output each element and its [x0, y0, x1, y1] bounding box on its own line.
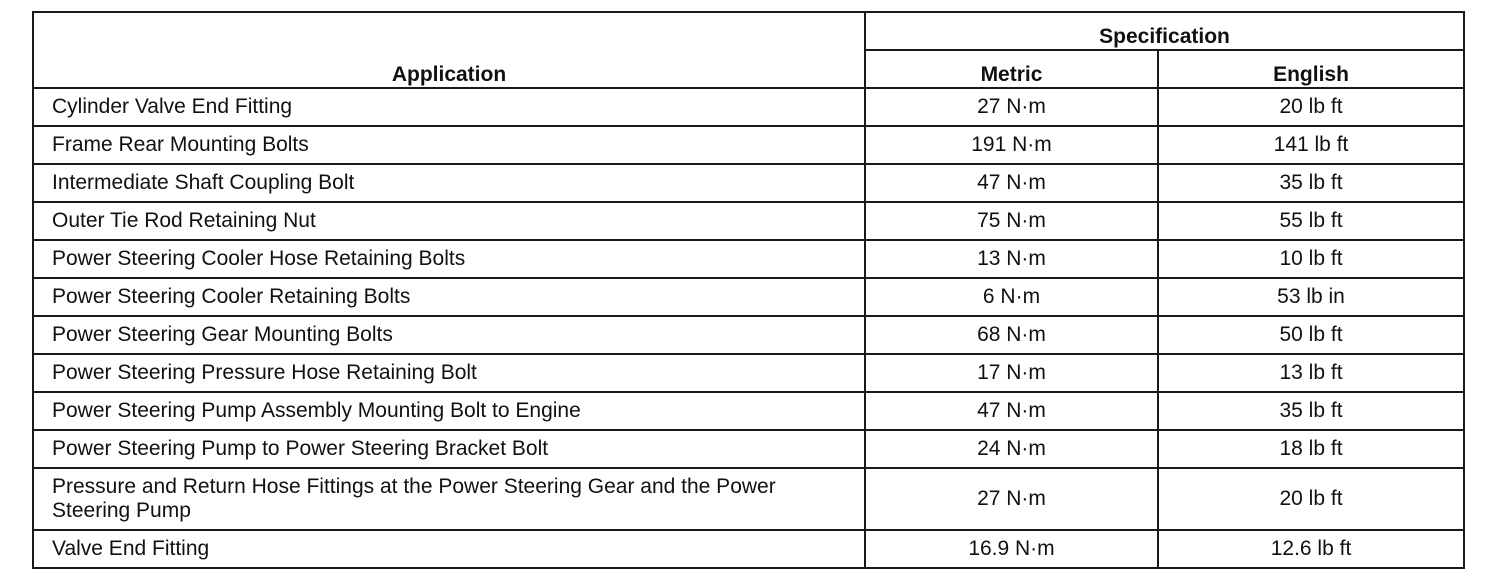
table-row: [33, 316, 1464, 354]
cell-application: Power Steering Pump Assembly Mounting Bolt to Engine: [33, 392, 865, 430]
cell-english: 55 lb ft: [1158, 202, 1464, 240]
table-row: [33, 240, 1464, 278]
cell-english: 20 lb ft: [1158, 468, 1464, 530]
header-english: English: [1158, 50, 1464, 88]
cell-application: Pressure and Return Hose Fittings at the Power Steering Gear and the Power Steering Pump: [33, 468, 865, 530]
cell-english: 20 lb ft: [1158, 88, 1464, 126]
cell-metric: 191 N·m: [865, 126, 1158, 164]
cell-english: 50 lb ft: [1158, 316, 1464, 354]
cell-application: Power Steering Cooler Hose Retaining Bolts: [33, 240, 865, 278]
cell-application: Power Steering Cooler Retaining Bolts: [33, 278, 865, 316]
table-row: [33, 164, 1464, 202]
cell-metric: 47 N·m: [865, 164, 1158, 202]
cell-english: 12.6 lb ft: [1158, 530, 1464, 568]
table-row: [33, 202, 1464, 240]
table-row: [33, 530, 1464, 568]
table-row: [33, 430, 1464, 468]
cell-metric: 17 N·m: [865, 354, 1158, 392]
cell-application: Valve End Fitting: [33, 530, 865, 568]
table-row: [33, 88, 1464, 126]
table-row: [33, 126, 1464, 164]
table-row: [33, 468, 1464, 530]
cell-application: Outer Tie Rod Retaining Nut: [33, 202, 865, 240]
cell-application: Power Steering Pressure Hose Retaining Bolt: [33, 354, 865, 392]
table-row: [33, 354, 1464, 392]
cell-english: 13 lb ft: [1158, 354, 1464, 392]
cell-metric: 75 N·m: [865, 202, 1158, 240]
cell-metric: 24 N·m: [865, 430, 1158, 468]
header-metric: Metric: [865, 50, 1158, 88]
cell-application: Intermediate Shaft Coupling Bolt: [33, 164, 865, 202]
cell-english: 141 lb ft: [1158, 126, 1464, 164]
table-header-row: [33, 12, 1464, 50]
cell-metric: 27 N·m: [865, 468, 1158, 530]
cell-english: 10 lb ft: [1158, 240, 1464, 278]
cell-metric: 13 N·m: [865, 240, 1158, 278]
cell-english: 53 lb in: [1158, 278, 1464, 316]
header-application: Application: [33, 12, 865, 88]
cell-application: Power Steering Gear Mounting Bolts: [33, 316, 865, 354]
cell-metric: 27 N·m: [865, 88, 1158, 126]
cell-application: Cylinder Valve End Fitting: [33, 88, 865, 126]
cell-metric: 16.9 N·m: [865, 530, 1158, 568]
torque-spec-table: [32, 11, 1465, 569]
cell-application: Frame Rear Mounting Bolts: [33, 126, 865, 164]
cell-metric: 68 N·m: [865, 316, 1158, 354]
cell-application: Power Steering Pump to Power Steering Bracket Bolt: [33, 430, 865, 468]
cell-english: 35 lb ft: [1158, 392, 1464, 430]
table-row: [33, 392, 1464, 430]
cell-metric: 6 N·m: [865, 278, 1158, 316]
cell-english: 18 lb ft: [1158, 430, 1464, 468]
cell-metric: 47 N·m: [865, 392, 1158, 430]
header-specification: Specification: [865, 12, 1464, 50]
table-row: [33, 278, 1464, 316]
cell-english: 35 lb ft: [1158, 164, 1464, 202]
